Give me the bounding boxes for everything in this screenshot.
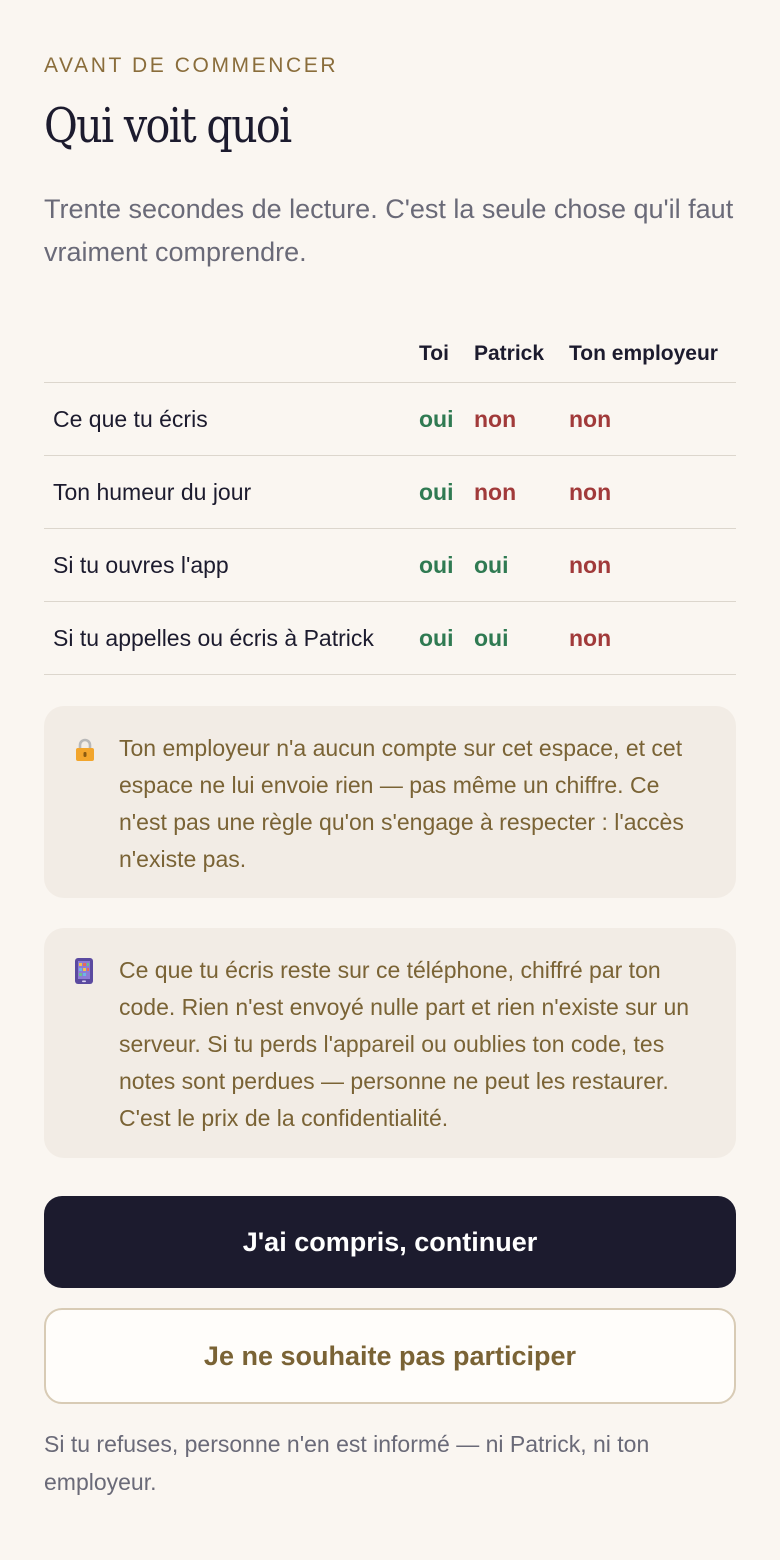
cell-patrick: non <box>474 383 569 456</box>
table-row <box>44 529 736 602</box>
decline-button[interactable]: Je ne souhaite pas participer <box>44 1308 736 1404</box>
visibility-table <box>44 325 736 675</box>
cell-you: oui <box>419 383 474 456</box>
column-header-empty <box>44 325 419 383</box>
cell-employer: non <box>569 456 736 529</box>
cell-patrick: oui <box>474 602 569 675</box>
column-header-you: Toi <box>419 325 474 383</box>
row-label: Ton humeur du jour <box>44 456 419 529</box>
refusal-footnote: Si tu refuses, personne n'en est informé — ni Patrick, ni ton employeur. <box>44 1431 650 1495</box>
employer-info-card <box>44 706 736 898</box>
table-row <box>44 383 736 456</box>
eyebrow-label: AVANT DE COMMENCER <box>44 54 339 77</box>
page-title: Qui voit quoi <box>44 98 291 154</box>
row-label: Ce que tu écris <box>44 383 419 456</box>
employer-info-text: Ton employeur n'a aucun compte sur cet espace, et cet espace ne lui envoie rien — pas même un chiffre. Ce n'est pas une règle qu'on s'engage à respecter : l'accès n'existe pas. <box>119 735 684 872</box>
page-subtitle: Trente secondes de lecture. C'est la seule chose qu'il faut vraiment comprendre. <box>44 194 734 267</box>
cell-patrick: non <box>474 456 569 529</box>
row-label: Si tu appelles ou écris à Patrick <box>44 602 419 675</box>
table-row <box>44 602 736 675</box>
continue-button[interactable]: J'ai compris, continuer <box>44 1196 736 1288</box>
cell-you: oui <box>419 602 474 675</box>
lock-icon <box>74 736 96 758</box>
cell-you: oui <box>419 529 474 602</box>
column-header-employer: Ton employeur <box>569 325 736 383</box>
device-info-card <box>44 928 736 1158</box>
column-header-patrick: Patrick <box>474 325 569 383</box>
cell-you: oui <box>419 456 474 529</box>
cell-employer: non <box>569 383 736 456</box>
phone-icon <box>74 958 96 980</box>
table-header-row <box>44 325 736 383</box>
cell-employer: non <box>569 529 736 602</box>
cell-patrick: oui <box>474 529 569 602</box>
device-info-text: Ce que tu écris reste sur ce téléphone, chiffré par ton code. Rien n'est envoyé nulle part et rien n'existe sur un serveur. Si tu perds l'appareil ou oublies ton code, tes notes sont perdues — personne ne peut les restaurer. C'est le prix de la confidentialité. <box>119 957 690 1131</box>
cell-employer: non <box>569 602 736 675</box>
table-row <box>44 456 736 529</box>
row-label: Si tu ouvres l'app <box>44 529 419 602</box>
